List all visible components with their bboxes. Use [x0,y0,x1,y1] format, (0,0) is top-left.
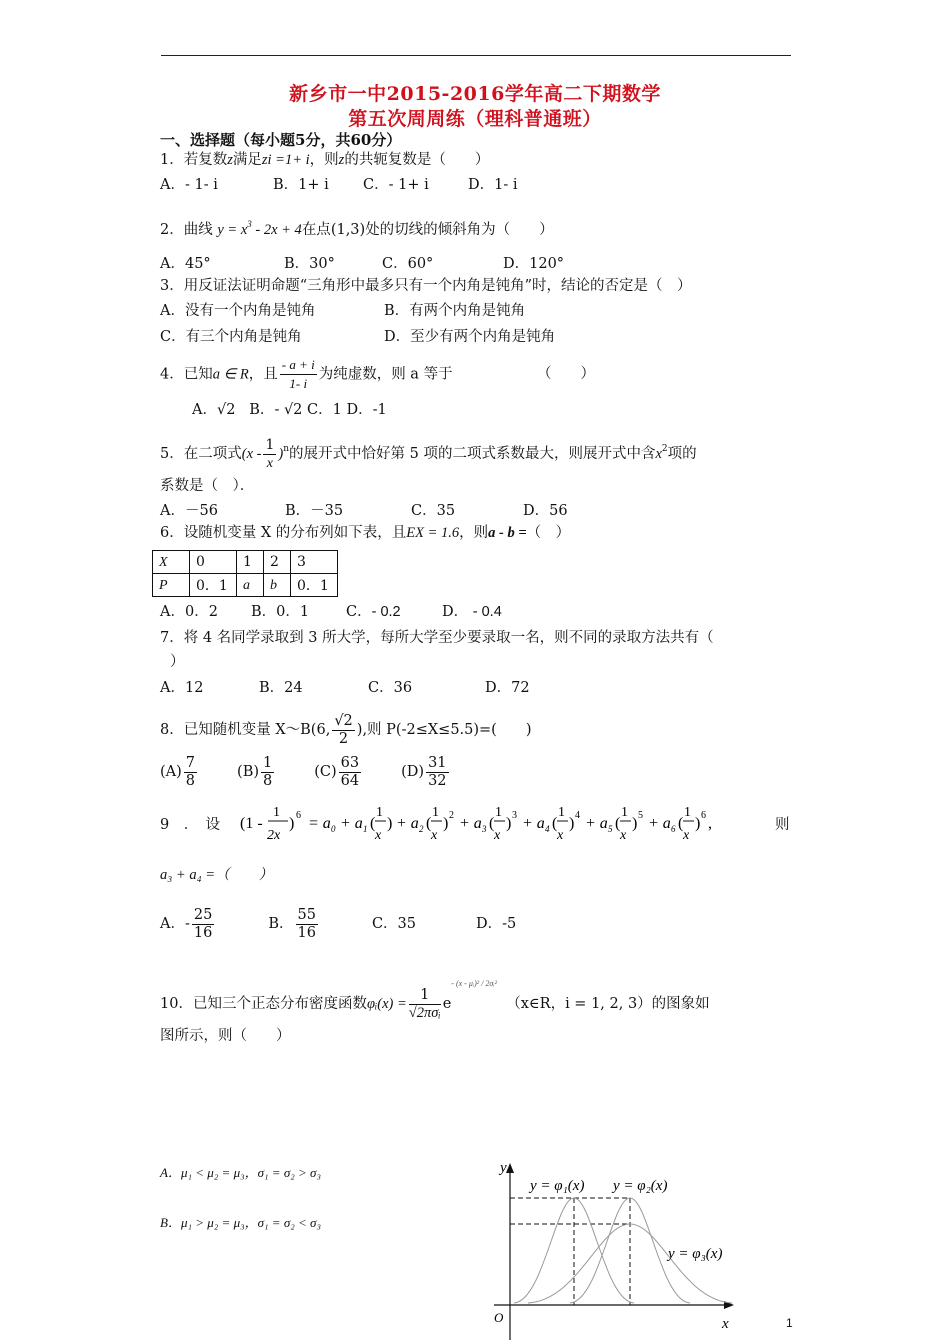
question-6-stem: 6．设随机变量 X 的分布列如下表，且EX = 1.6，则a - b =（ ） [160,525,571,541]
section-heading: 一、选择题（每小题5分，共60分） [160,131,402,149]
q7-option-d: D．72 [485,680,530,696]
table-row: P 0．1 a b 0．1 [153,574,338,597]
svg-text:1: 1 [621,805,628,820]
q8-options: (A) $\frac{7}{8}$ (B) $\frac{1}{8}$ (C) $\frac{63}{64}$ (D) $\frac{31}{32}$ [160,754,447,789]
question-3-stem: 3．用反证法证明命题“三角形中最多只有一个内角是钝角”时，结论的否定是（ ） [160,278,692,294]
question-4-stem: 4．已知a ∈ R，且 $\frac{- a + i}{1- i}$ 为纯虚数，则 a 等于 [160,357,453,391]
svg-text:4: 4 [545,824,550,834]
svg-text:): ) [695,815,701,832]
svg-text:+ a: + a [340,815,363,832]
q6-option-d: D． - 0.4 [442,604,502,620]
svg-text:(: ( [678,815,684,832]
svg-text:1: 1 [363,824,368,834]
question-10-stem-cont: 图所示，则（ ） [160,1028,291,1044]
svg-text:): ) [443,815,449,832]
q10-option-a: A．μ₁ < μ₂ = μ₃，σ₁ = σ₂ > σ₃ [160,1165,321,1180]
svg-text:+ a: + a [585,815,608,832]
svg-text:): ) [387,815,393,832]
exam-title-line2: 第五次周周练（理科普通班） [348,108,602,130]
curve-label-phi2: y = φ₂(x) [613,1178,668,1194]
q3-option-a: A．没有一个内角是钝角 [160,303,316,319]
q6-option-a: A．0．2 [160,604,218,620]
q2-option-b: B．30° [284,256,335,272]
q5-option-b: B．－35 [285,503,344,519]
q3-option-d: D．至少有两个内角是钝角 [384,329,556,345]
question-2-stem: 2．曲线 $y = x^3 - 2x + 4$在点(1,3)处的切线的倾斜角为（ ） [160,219,554,238]
svg-text:): ) [506,815,512,832]
svg-text:1: 1 [558,805,565,820]
q1-option-a: A．- 1- i [160,177,218,193]
svg-text:4: 4 [575,810,580,821]
x-axis-label: x [722,1316,729,1332]
q1-option-c: C．- 1+ i [363,177,429,193]
svg-text:+ a: + a [396,815,419,832]
svg-text:x: x [375,828,382,843]
q6-option-c: C．- 0.2 [346,604,401,620]
svg-text:= a: = a [308,815,331,832]
svg-text:3: 3 [512,810,517,821]
question-7-stem: 7．将 4 名同学录取到 3 所大学，每所大学至少要录取一名，则不同的录取方法共有（ [160,630,714,646]
svg-text:5: 5 [638,810,643,821]
q7-option-b: B．24 [259,680,303,696]
q4-answer-paren: （ ） [537,366,595,382]
svg-text:x: x [557,828,564,843]
q1-option-b: B．1+ i [273,177,329,193]
svg-text:(1 -: (1 - [240,815,263,832]
question-7-stem-cont: ） [170,654,185,670]
page-number: 1 [786,1316,793,1330]
q2-option-a: A．45° [160,256,211,272]
svg-text:1: 1 [273,805,280,820]
svg-text:): ) [289,815,295,832]
curve-label-phi1: y = φ₁(x) [530,1178,585,1194]
svg-text:x: x [431,828,438,843]
svg-text:,: , [708,815,712,832]
header-rule [161,55,791,56]
svg-text:1: 1 [432,805,439,820]
svg-text:+ a: + a [522,815,545,832]
question-1-stem: 1．若复数z满足zi =1+ i，则z的共轭复数是（ ） [160,152,490,168]
q6-option-b: B．0．1 [251,604,310,620]
question-10-stem: 10．已知三个正态分布密度函数φᵢ(x) = $\frac{1}{\text{√2πσᵢ}}$ $e^{- (x - \mu ᵢ)^2 / 2\sigma ᵢ^2}$ （x∈R，i = 1, 2, 3）的图象如 [160,979,710,1021]
y-axis-label: y [500,1160,507,1176]
svg-text:2: 2 [419,824,424,834]
svg-text:+ a: + a [648,815,671,832]
svg-text:6: 6 [296,810,301,821]
y-axis-arrow-icon [506,1163,514,1173]
svg-text:+ a: + a [459,815,482,832]
q3-option-b: B．有两个内角是钝角 [384,303,526,319]
svg-text:2: 2 [449,810,454,821]
svg-text:x: x [494,828,501,843]
svg-text:x: x [683,828,690,843]
svg-text:6: 6 [701,810,706,821]
svg-text:1: 1 [495,805,502,820]
q4-options: A．√2 B．- √2 C．1 D．-1 [192,402,387,418]
q9-expansion-formula [236,798,776,850]
table-row: X 0 1 2 3 [153,551,338,574]
normal-curves-graph [488,1160,758,1340]
svg-text:): ) [569,815,575,832]
question-9-number: 9 ． 设 [160,817,220,833]
svg-text:1: 1 [684,805,691,820]
q7-option-c: C．36 [368,680,413,696]
svg-text:2x: 2x [267,828,281,843]
svg-text:): ) [632,815,638,832]
q5-option-c: C．35 [411,503,456,519]
question-9-ask: a₃ + a₄ =（ ） [160,867,274,883]
curve-label-phi3: y = φ₃(x) [668,1246,723,1262]
svg-text:(: ( [370,815,376,832]
question-9-then: 则 [775,817,790,833]
q2-option-d: D．120° [503,256,565,272]
svg-text:1: 1 [376,805,383,820]
svg-text:(: ( [552,815,558,832]
q9-options: A．- $\frac{25}{16}$ B． $\frac{55}{16}$ C．35 D．-5 [160,906,517,941]
svg-text:(: ( [489,815,495,832]
svg-text:x: x [620,828,627,843]
svg-text:(: ( [615,815,621,832]
q10-option-b: B．μ₁ > μ₂ = μ₃，σ₁ = σ₂ < σ₃ [160,1215,321,1230]
origin-label: O [494,1310,504,1325]
q5-option-a: A．－56 [160,503,218,519]
q1-option-d: D．1- i [468,177,518,193]
svg-text:0: 0 [331,824,336,834]
svg-text:(: ( [426,815,432,832]
svg-text:5: 5 [608,824,613,834]
question-5-stem-cont: 系数是（ ）． [160,478,255,494]
q3-option-c: C．有三个内角是钝角 [160,329,302,345]
svg-text:6: 6 [671,824,676,834]
question-5-stem: 5．在二项式(x - $\frac{1}{x}$ )$^n$的展开式中恰好第 5 项的二项式系数最大，则展开式中含$x^2$项的 [160,436,697,471]
q7-option-a: A．12 [160,680,204,696]
svg-text:3: 3 [482,824,487,834]
exam-title-line1: 新乡市一中2015-2016学年高二下期数学 [289,83,661,105]
q2-option-c: C．60° [382,256,434,272]
question-8-stem: 8．已知随机变量 X～B(6, $\frac{√2}{2}$ ),则 P(-2≤X≤5.5)=( ) [160,712,532,747]
q5-option-d: D．56 [523,503,568,519]
distribution-table [152,550,338,597]
